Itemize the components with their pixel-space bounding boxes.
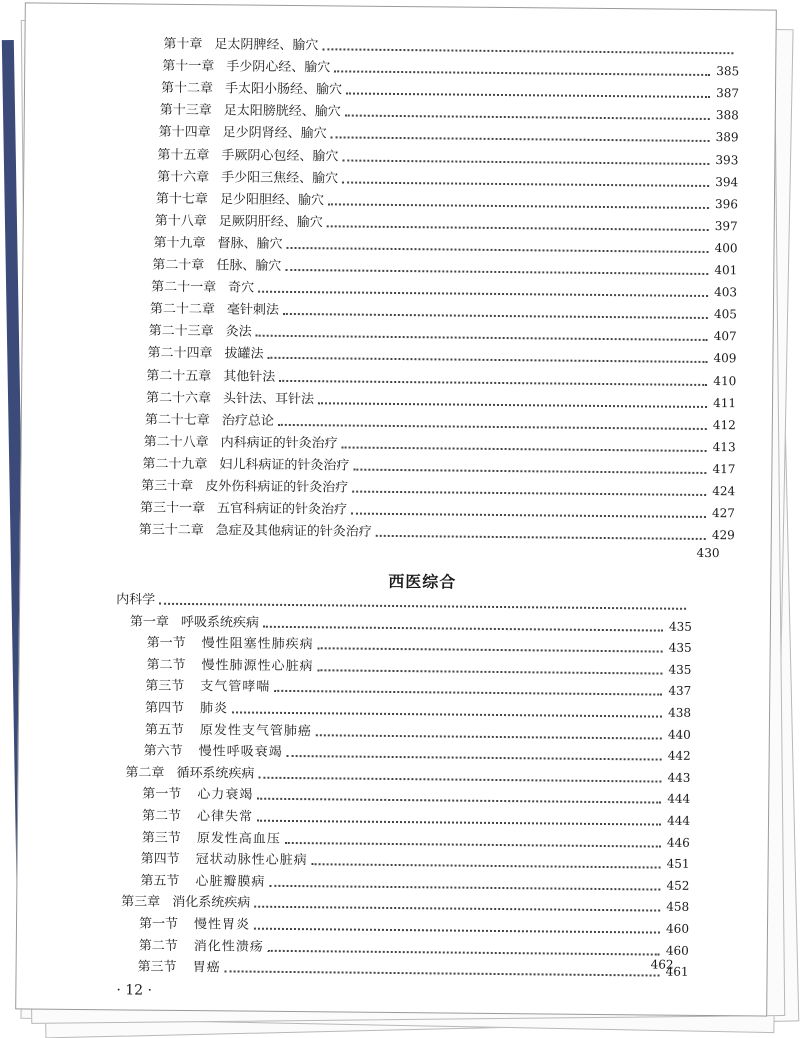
chapter-label: 第一节 (142, 786, 182, 803)
entry-title: 心律失常 (196, 809, 254, 825)
toc-chapter-entry (161, 77, 739, 103)
chapter-label: 第二十八章 (143, 434, 209, 450)
entry-title: 手厥阴心包经、腧穴 (221, 147, 339, 164)
chapter-label: 第二十二章 (149, 301, 215, 318)
leader-dots (256, 335, 708, 341)
page-number: 412 (712, 417, 736, 432)
toc-part-acupuncture (26, 3, 776, 543)
page-number: 389 (715, 130, 739, 145)
page-number: 446 (666, 835, 690, 850)
entry-title: 足厥阴肝经、腧穴 (218, 214, 323, 231)
chapter-label: 第十二章 (160, 80, 214, 97)
entry-title: 心脏瓣膜病 (195, 873, 266, 890)
leader-dots (254, 928, 660, 934)
chapter-label: 第二十七章 (144, 412, 210, 428)
chapter-label: 第十八章 (154, 213, 207, 229)
leader-dots (376, 535, 706, 540)
entry-title: 治疗总论 (221, 413, 274, 429)
entry-title: 呼吸系统疾病 (180, 614, 260, 631)
entry-title: 手太阳小肠经、腧穴 (224, 81, 343, 98)
toc-chapter-entry (162, 55, 739, 81)
toc-chapter-entry (153, 232, 737, 258)
page-number: 394 (715, 174, 739, 189)
leader-dots (317, 669, 662, 674)
leader-dots (258, 291, 708, 297)
page-folio: · 12 · (116, 982, 153, 999)
page-number: 442 (667, 748, 691, 764)
toc-chapter-entry (157, 165, 738, 191)
chapter-label: 第四节 (140, 851, 180, 868)
entry-title: 心力衰竭 (197, 787, 254, 804)
entry-title: 慢性肺源性心脏病 (201, 657, 314, 675)
chapter-label: 第三章 (121, 894, 161, 911)
entry-title: 妇儿科病证的针灸治疗 (219, 457, 350, 474)
leader-dots (159, 603, 686, 610)
chapter-label: 第十章 (163, 36, 203, 53)
page-number: 393 (715, 152, 739, 167)
chapter-label: 第十一章 (162, 58, 215, 75)
entry-title: 原发性高血压 (196, 830, 281, 847)
leader-dots (346, 93, 710, 98)
chapter-label: 第二节 (138, 938, 178, 954)
entry-title: 任脉、腧穴 (216, 258, 282, 274)
page-number: 388 (715, 108, 739, 123)
page-number: 401 (714, 263, 738, 278)
chapter-label: 第五节 (144, 722, 184, 738)
entry-title: 内科学 (116, 592, 156, 608)
page-number: 440 (667, 727, 691, 742)
leader-dots (345, 115, 710, 121)
toc-chapter-entry (151, 276, 737, 302)
leader-dots (327, 225, 709, 231)
page-number: 452 (666, 878, 690, 893)
entry-title: 急症及其他病证的针灸治疗 (215, 523, 372, 540)
entry-title: 手少阳三焦经、腧穴 (221, 169, 339, 187)
page-number: 435 (668, 640, 692, 656)
page-number: 460 (666, 921, 690, 936)
leader-dots (342, 159, 709, 165)
leader-dots (353, 468, 706, 473)
page-number: 385 (716, 64, 740, 79)
entry-title: 循环系统疾病 (176, 765, 255, 782)
chapter-label: 第三十二章 (138, 522, 204, 539)
page-number: 403 (714, 285, 738, 300)
leader-dots (352, 491, 706, 496)
leader-dots (318, 402, 707, 408)
toc-chapter-entry (139, 519, 735, 545)
page-number: 429 (711, 528, 735, 543)
entry-title: 慢性阻塞性肺疾病 (201, 636, 314, 653)
entry-title: 皮外伤科病证的针灸治疗 (205, 479, 349, 496)
leader-dots (328, 203, 709, 209)
page-number: 460 (665, 943, 689, 958)
leader-dots (268, 949, 660, 955)
entry-title: 五官科病证的针灸治疗 (216, 501, 348, 518)
chapter-label: 第六节 (143, 743, 183, 760)
chapter-label: 第三十章 (141, 478, 194, 495)
leader-dots (322, 48, 733, 54)
toc-chapter-entry (146, 364, 736, 390)
entry-title: 足少阴肾经、腧穴 (222, 125, 327, 142)
page-number: 444 (667, 813, 691, 828)
toc-chapter-entry (145, 408, 736, 434)
toc-chapter-entry (150, 298, 737, 324)
toc-chapter-entry (141, 475, 735, 501)
toc-section-entry (138, 956, 689, 981)
leader-dots (351, 513, 706, 518)
leader-dots (274, 690, 662, 696)
chapter-label: 第三十一章 (139, 500, 206, 517)
page-number: 437 (668, 684, 692, 699)
leader-dots (269, 885, 660, 891)
leader-dots (279, 379, 707, 385)
page-number: 430 (696, 545, 720, 561)
toc-chapter-entry (152, 254, 737, 280)
entry-title: 足少阳胆经、腧穴 (219, 191, 325, 208)
toc-trailing-page (697, 542, 720, 562)
chapter-label: 第十六章 (157, 169, 210, 185)
leader-dots (285, 269, 708, 275)
chapter-label: 第二十五章 (146, 368, 212, 384)
chapter-label: 第二章 (125, 765, 165, 781)
entry-title: 慢性呼吸衰竭 (198, 744, 283, 761)
leader-dots (258, 776, 661, 782)
page-number: 424 (712, 484, 736, 499)
toc-chapter-entry (159, 121, 739, 147)
chapter-label: 第二节 (141, 808, 182, 824)
chapter-label: 第二十九章 (142, 456, 208, 473)
entry-title: 肺炎 (200, 701, 229, 717)
page-number: 400 (714, 240, 738, 256)
page-number: 458 (666, 900, 690, 915)
entry-title: 支气管哮喘 (200, 679, 271, 696)
entry-title: 奇穴 (228, 280, 255, 296)
chapter-label: 第一节 (146, 635, 186, 652)
leader-dots (263, 625, 663, 631)
leader-dots (334, 70, 710, 76)
entry-title: 拔罐法 (224, 346, 264, 363)
leader-dots (287, 247, 709, 253)
toc-chapter-entry (140, 497, 735, 523)
toc-chapter-entry (146, 386, 736, 412)
leader-dots (267, 357, 707, 363)
entry-title: 胃癌 (192, 960, 221, 976)
toc-chapter-entry (147, 342, 736, 368)
leader-dots (232, 711, 662, 717)
entry-title: 毫针刺法 (226, 302, 280, 319)
leader-dots (285, 842, 661, 848)
chapter-label: 第二十三章 (148, 323, 214, 340)
toc-page (15, 2, 777, 1016)
page-number: 387 (716, 86, 740, 101)
toc-chapter-entry (163, 33, 739, 59)
toc-chapter-entry (144, 430, 736, 456)
leader-dots (342, 446, 707, 452)
entry-title: 冠状动脉性心脏病 (195, 852, 308, 869)
chapter-label: 第十五章 (157, 147, 210, 163)
page-number: 409 (713, 351, 737, 366)
section-title: 西医综合 (388, 571, 457, 592)
page-number: 462 (650, 957, 674, 972)
page-number: 438 (668, 705, 692, 720)
entry-title: 头针法、耳针法 (223, 390, 315, 407)
page-number: 396 (714, 196, 739, 211)
chapter-label: 第十七章 (155, 191, 209, 207)
leader-dots (278, 424, 707, 430)
leader-dots (283, 313, 708, 319)
leader-dots (257, 820, 661, 826)
toc-trailing-page (651, 953, 674, 973)
page-number: 435 (668, 662, 692, 677)
leader-dots (225, 971, 660, 977)
chapter-label: 第二十六章 (145, 390, 212, 406)
entry-title: 消化系统疾病 (172, 895, 251, 912)
toc-chapter-entry (155, 209, 738, 235)
leader-dots (342, 181, 709, 187)
page-number: 417 (712, 461, 736, 477)
toc-chapter-entry (160, 99, 739, 125)
chapter-label: 第十九章 (153, 235, 206, 252)
chapter-label: 第十三章 (159, 103, 212, 119)
entry-title: 其他针法 (223, 368, 276, 385)
leader-dots (287, 755, 662, 761)
page-number: 435 (668, 619, 692, 634)
page-number: 461 (665, 964, 689, 980)
page-number: 451 (666, 856, 690, 872)
page-number: 407 (713, 329, 737, 344)
page-number: 410 (713, 373, 737, 388)
entry-title: 内科病证的针灸治疗 (220, 435, 338, 452)
toc-chapter-entry (157, 143, 738, 169)
leader-dots (257, 798, 661, 804)
page-number: 397 (714, 218, 738, 234)
entry-title: 手少阴心经、腧穴 (226, 59, 331, 76)
chapter-label: 第一节 (138, 916, 179, 932)
entry-title: 足太阳膀胱经、腧穴 (223, 103, 341, 120)
chapter-label: 第十四章 (158, 125, 211, 141)
entry-title: 足太阴脾经、腧穴 (214, 37, 319, 54)
entry-title: 灸法 (225, 324, 252, 340)
leader-dots (331, 137, 710, 143)
chapter-label: 第四节 (145, 700, 185, 716)
entry-title: 慢性胃炎 (193, 917, 251, 933)
leader-dots (254, 906, 660, 912)
page-number: 444 (667, 792, 691, 807)
chapter-label: 第二节 (146, 657, 186, 673)
leader-dots (318, 647, 663, 652)
toc-chapter-entry (142, 452, 735, 478)
page-number: 443 (667, 770, 691, 785)
toc-chapter-entry (156, 187, 738, 213)
entry-title: 督脉、腧穴 (217, 236, 283, 252)
page-number: 427 (712, 506, 736, 521)
chapter-label: 第二十四章 (147, 345, 213, 362)
page-number: 413 (712, 439, 736, 455)
entry-title: 消化性溃疡 (193, 938, 264, 955)
chapter-label: 第一章 (129, 614, 169, 630)
page-number: 411 (713, 395, 737, 410)
chapter-label: 第二十章 (152, 257, 205, 274)
chapter-label: 第三节 (141, 830, 181, 846)
leader-dots (312, 863, 661, 868)
entry-title: 原发性支气管肺癌 (199, 722, 312, 739)
chapter-label: 第五节 (140, 873, 180, 889)
page-number: 405 (713, 307, 737, 322)
chapter-label: 第二十一章 (151, 279, 217, 296)
toc-chapter-entry (149, 320, 737, 346)
chapter-label: 第三节 (145, 678, 185, 695)
leader-dots (316, 734, 662, 739)
chapter-label: 第三节 (137, 959, 177, 976)
